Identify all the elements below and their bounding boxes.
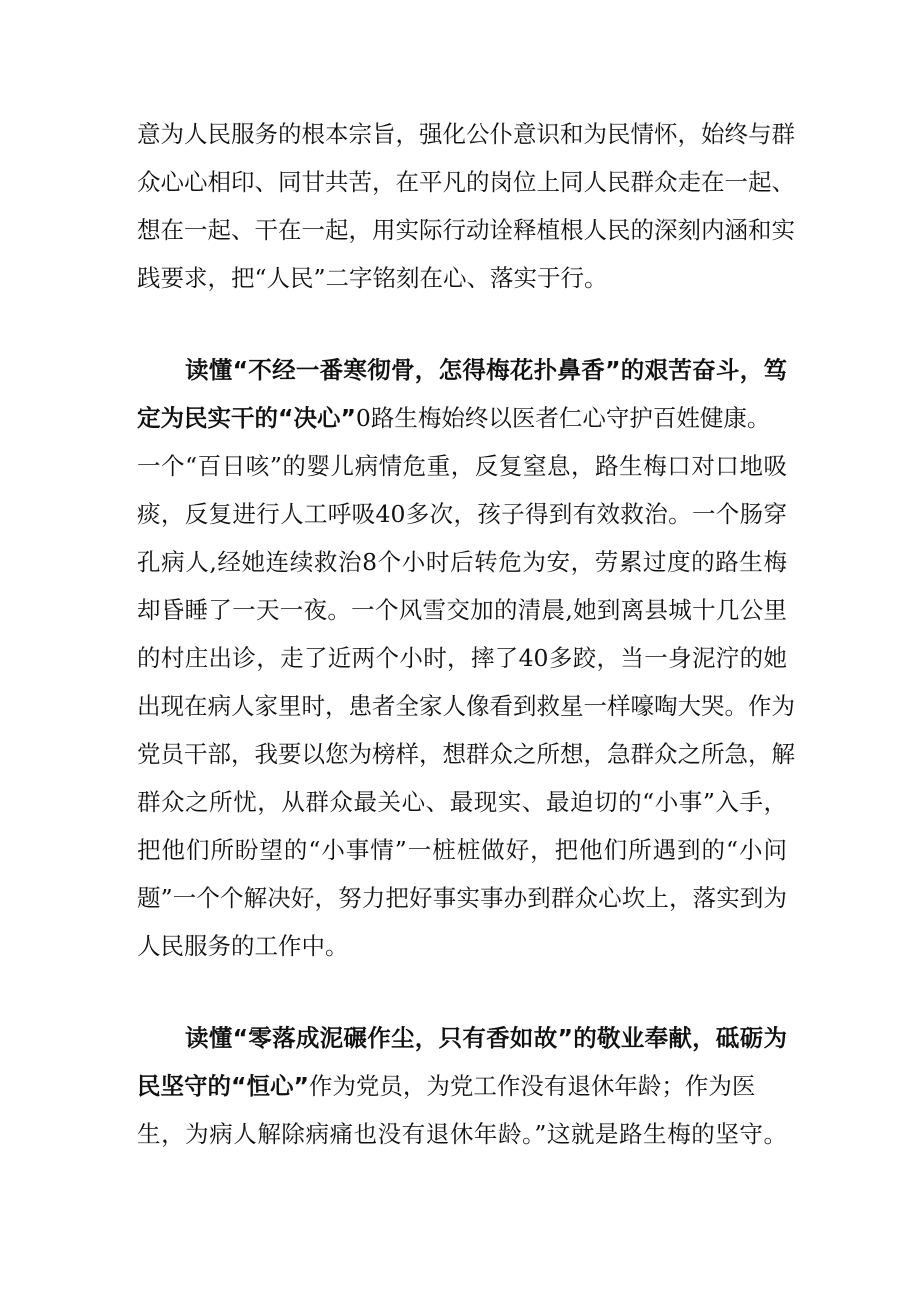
heading-regular-text: 0路生梅始终以医者仁心守护百姓健康。 (355, 404, 771, 432)
text-line: 想在一起、干在一起，用实际行动诠释植根人民的深刻内涵和实 (137, 216, 795, 244)
text-line: 却昏睡了一天一夜。一个风雪交加的清晨,她到离县城十几公里 (137, 596, 787, 624)
section-heading: 读懂“零落成泥碾作尘，只有香如故”的敬业奉献，砥砺为 (185, 1024, 787, 1052)
text-line: 人民服务的工作中。 (137, 932, 349, 960)
text-line: 践要求，把“人民”二字铭刻在心、落实于行。 (137, 264, 608, 292)
text-line: 众心心相印、同甘共苦，在平凡的岗位上同人民群众走在一起、 (137, 168, 795, 196)
text-line: 题”一个个解决好，努力把好事实事办到群众心坎上，落实到为 (137, 884, 787, 912)
text-line: 生，为病人解除病痛也没有退休年龄。”这就是路生梅的坚守。 (137, 1120, 787, 1148)
section-heading-continuation (137, 1068, 755, 1104)
text-line: 痰，反复进行人工呼吸40多次，孩子得到有效救治。一个肠穿 (137, 500, 787, 528)
text-line: 出现在病人家里时，患者全家人像看到救星一样嚎啕大哭。作为 (137, 692, 795, 720)
text-line: 党员干部，我要以您为榜样，想群众之所想，急群众之所急，解 (137, 740, 795, 768)
section-heading-continuation (137, 400, 770, 436)
heading-regular-text: 作为党员，为党工作没有退休年龄；作为医 (308, 1072, 756, 1100)
text-line: 群众之所忧，从群众最关心、最现实、最迫切的“小事”入手， (137, 788, 787, 816)
section-heading: 读懂“不经一番寒彻骨，怎得梅花扑鼻香”的艰苦奋斗，笃 (185, 356, 787, 384)
text-line: 意为人民服务的根本宗旨，强化公仆意识和为民情怀，始终与群 (137, 120, 795, 148)
text-line: 把他们所盼望的“小事情”一桩桩做好，把他们所遇到的“小问 (137, 836, 787, 864)
text-line: 孔病人,经她连续救治8个小时后转危为安，劳累过度的路生梅 (137, 548, 787, 576)
text-line: 的村庄出诊，走了近两个小时，摔了40多跤，当一身泥泞的她 (137, 644, 787, 672)
heading-bold-text: 民坚守的“恒心” (137, 1072, 309, 1100)
text-line: 一个“百日咳”的婴儿病情危重，反复窒息，路生梅口对口地吸 (137, 452, 787, 480)
heading-bold-text: 定为民实干的“决心” (137, 404, 356, 432)
